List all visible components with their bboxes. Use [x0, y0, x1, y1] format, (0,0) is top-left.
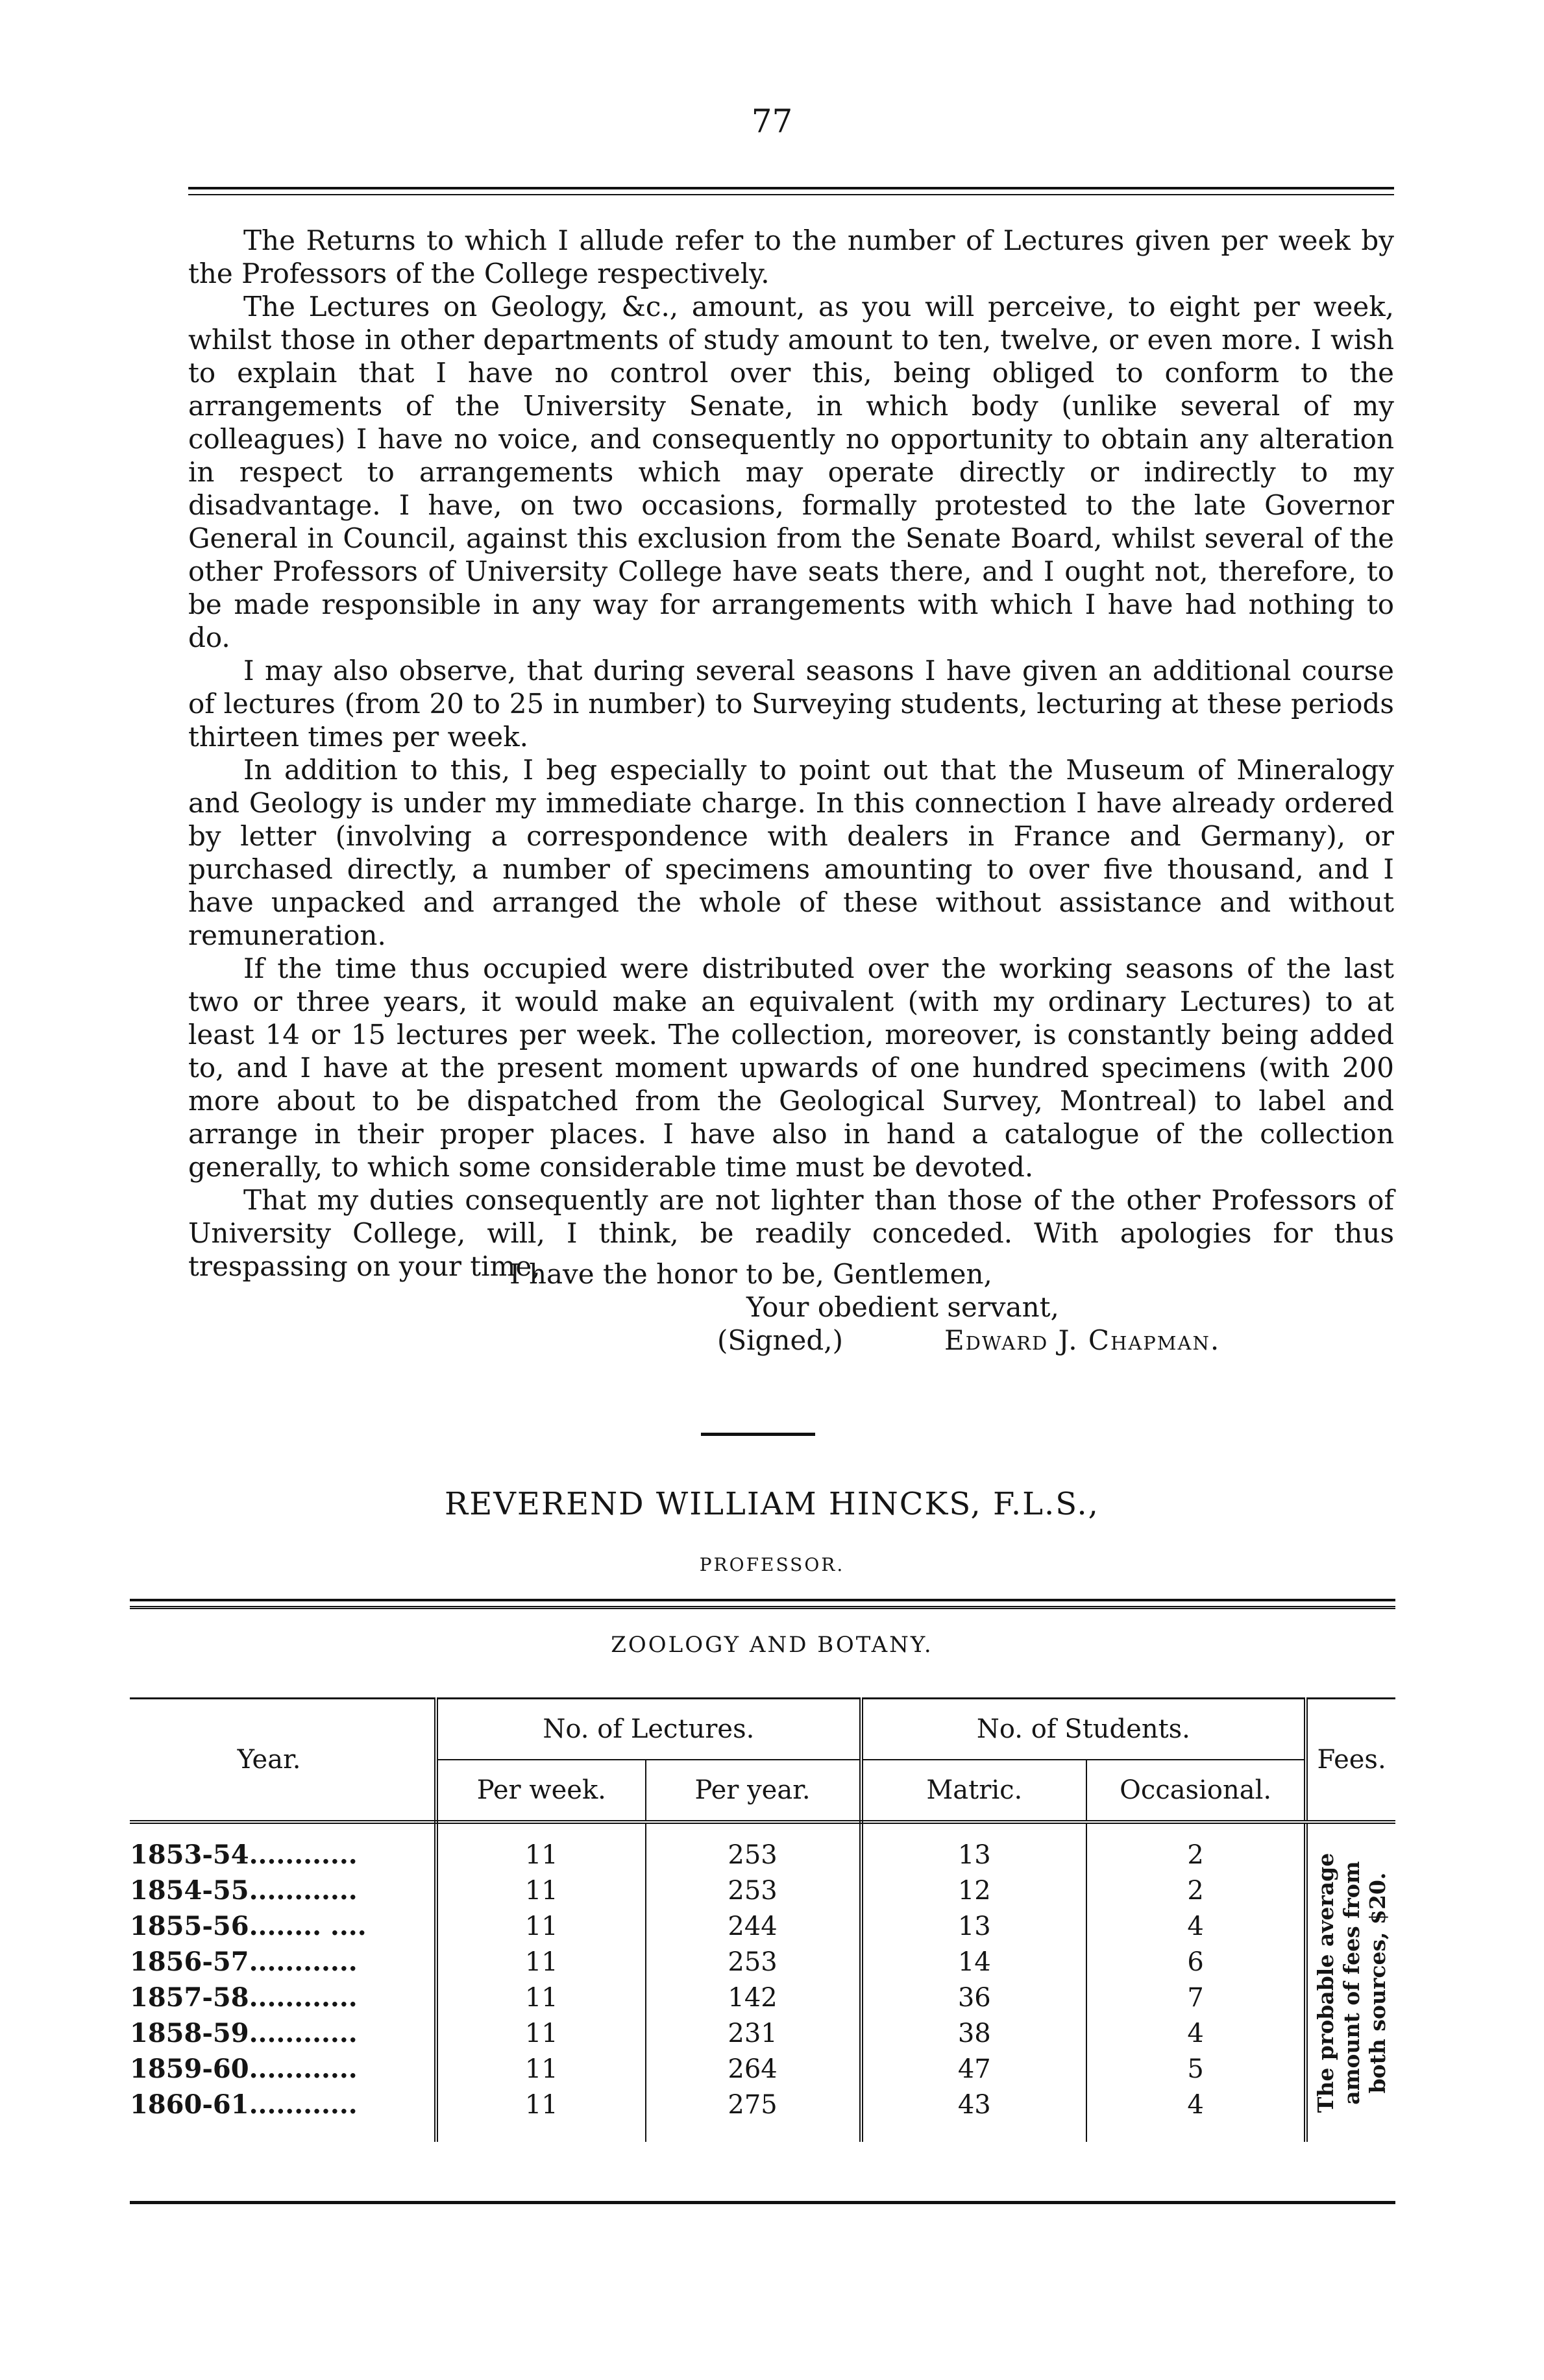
table-row	[130, 1873, 1395, 1908]
row-year: 1855-56	[130, 1911, 249, 1941]
closing-line-2: Your obedient servant,	[746, 1291, 1059, 1323]
fees-note	[1313, 1853, 1391, 2113]
row-occasional: 7	[1086, 1980, 1306, 2015]
paragraph-3: I may also observe, that during several seasons I have given an additional course of lectures (from 20 to 25 in number) to Surveying students, lecturing at these periods thirteen times per week.	[188, 655, 1394, 753]
header-fees: Fees.	[1306, 1699, 1395, 1823]
row-per-week: 11	[436, 2051, 645, 2087]
row-per-week: 11	[436, 1873, 645, 1908]
row-per-year: 253	[646, 1944, 861, 1980]
row-matric: 43	[861, 2087, 1086, 2142]
paragraph-1: The Returns to which I allude refer to the number of Lectures given per week by the Professors of the College respectively.	[188, 225, 1394, 289]
table-row	[130, 2087, 1395, 2142]
row-dots: ............	[249, 2089, 358, 2120]
paragraph-4: In addition to this, I beg especially to point out that the Museum of Mineralogy and Geology is under my immediate charge. In this connection I have already ordered by letter (involving a correspondence with dealers in France and Germany), or purchased directly, a number of specimens amounting to over five thousand, and I have unpacked and arranged the whole of these without assistance and without remuneration.	[188, 754, 1394, 951]
signature: Edward J. Chapman.	[944, 1324, 1221, 1356]
table-row	[130, 2015, 1395, 2051]
row-matric: 36	[861, 1980, 1086, 2015]
fees-note-line-1: The probable average	[1312, 1852, 1338, 2113]
row-per-week: 11	[436, 1980, 645, 2015]
row-per-year: 264	[646, 2051, 861, 2087]
closing-line-1: I have the honor to be, Gentlemen,	[509, 1258, 992, 1290]
row-year: 1857-58	[130, 1982, 249, 2013]
row-year: 1853-54	[130, 1840, 249, 1870]
row-per-week: 11	[436, 2087, 645, 2142]
table-bottom-rule	[130, 2201, 1395, 2204]
signed-label: (Signed,)	[717, 1324, 844, 1356]
row-per-week: 11	[436, 1908, 645, 1944]
header-per-year: Per year.	[646, 1760, 861, 1822]
row-dots: ............	[249, 1875, 358, 1906]
table-row	[130, 1822, 1395, 1873]
page-number: 77	[751, 103, 793, 140]
row-occasional: 6	[1086, 1944, 1306, 1980]
professor-heading: REVEREND WILLIAM HINCKS, F.L.S.,	[445, 1486, 1099, 1522]
section-title: ZOOLOGY AND BOTANY.	[611, 1632, 933, 1658]
header-students: No. of Students.	[861, 1699, 1306, 1760]
paragraph-2: The Lectures on Geology, &c., amount, as you will perceive, to eight per week, whilst those in other departments of study amount to ten, twelve, or even more. I wish to explain that I have no control over this, being obliged to conform to the arrangements of the University Senate, in which body (unlike several of my colleagues) I have no voice, and consequently no opportunity to obtain any alteration in respect to arrangements which may operate directly or indirectly to my disadvantage. I have, on two occasions, formally protested to the late Governor General in Council, against this exclusion from the Senate Board, whilst several of the other Professors of University College have seats there, and I ought not, therefore, to be made responsible in any way for arrangements with which I have had nothing to do.	[188, 291, 1394, 653]
row-year: 1856-57	[130, 1947, 249, 1977]
table-row	[130, 1908, 1395, 1944]
row-year: 1858-59	[130, 2018, 249, 2048]
table-row	[130, 1944, 1395, 1980]
row-per-week: 11	[436, 2015, 645, 2051]
letter-body	[188, 224, 1394, 1283]
professor-title: PROFESSOR.	[699, 1554, 845, 1575]
row-per-week: 11	[436, 1822, 645, 1873]
row-occasional: 4	[1086, 2087, 1306, 2142]
header-per-week: Per week.	[436, 1760, 645, 1822]
row-occasional: 2	[1086, 1822, 1306, 1873]
row-occasional: 4	[1086, 2015, 1306, 2051]
row-matric: 14	[861, 1944, 1086, 1980]
fees-note-line-3: both sources, $20.	[1364, 1872, 1390, 2094]
heading-double-rule	[130, 1599, 1395, 1607]
row-dots: ............	[249, 2018, 358, 2048]
row-per-year: 253	[646, 1873, 861, 1908]
fees-note-cell	[1306, 1822, 1395, 2142]
row-per-year: 142	[646, 1980, 861, 2015]
row-per-year: 244	[646, 1908, 861, 1944]
header-year: Year.	[130, 1699, 436, 1823]
row-dots: ............	[249, 1947, 358, 1977]
heading-thin-rule	[130, 1608, 1395, 1609]
table-row	[130, 1980, 1395, 2015]
row-per-week: 11	[436, 1944, 645, 1980]
row-dots: ........ ....	[249, 1911, 367, 1941]
row-per-year: 275	[646, 2087, 861, 2142]
row-dots: ............	[249, 1982, 358, 2013]
row-matric: 38	[861, 2015, 1086, 2051]
lectures-table	[130, 1697, 1395, 2142]
row-occasional: 4	[1086, 1908, 1306, 1944]
row-occasional: 2	[1086, 1873, 1306, 1908]
row-dots: ............	[249, 2054, 358, 2084]
row-matric: 13	[861, 1908, 1086, 1944]
paragraph-6: That my duties consequently are not lighter than those of the other Professors of University College, will, I think, be readily conceded. With apologies for thus trespassing on your time,	[188, 1184, 1394, 1282]
row-matric: 13	[861, 1822, 1086, 1873]
header-matric: Matric.	[861, 1760, 1086, 1822]
row-dots: ............	[249, 1840, 358, 1870]
top-double-rule	[188, 187, 1394, 195]
header-lectures: No. of Lectures.	[436, 1699, 861, 1760]
row-matric: 12	[861, 1873, 1086, 1908]
fees-note-line-2: amount of fees from	[1338, 1861, 1364, 2105]
section-divider	[701, 1433, 815, 1436]
row-per-year: 253	[646, 1822, 861, 1873]
row-per-year: 231	[646, 2015, 861, 2051]
row-year: 1859-60	[130, 2054, 249, 2084]
table-row	[130, 2051, 1395, 2087]
row-matric: 47	[861, 2051, 1086, 2087]
row-year: 1854-55	[130, 1875, 249, 1906]
header-occasional: Occasional.	[1086, 1760, 1306, 1822]
table-header-row-1	[130, 1699, 1395, 1760]
row-year: 1860-61	[130, 2089, 249, 2120]
row-occasional: 5	[1086, 2051, 1306, 2087]
paragraph-5: If the time thus occupied were distributed over the working seasons of the last two or three years, it would make an equivalent (with my ordinary Lectures) to at least 14 or 15 lectures per week. The collection, moreover, is constantly being added to, and I have at the present moment upwards of one hundred specimens (with 200 more about to be dispatched from the Geological Survey, Montreal) to label and arrange in their proper places. I have also in hand a catalogue of the collection generally, to which some considerable time must be devoted.	[188, 953, 1394, 1183]
